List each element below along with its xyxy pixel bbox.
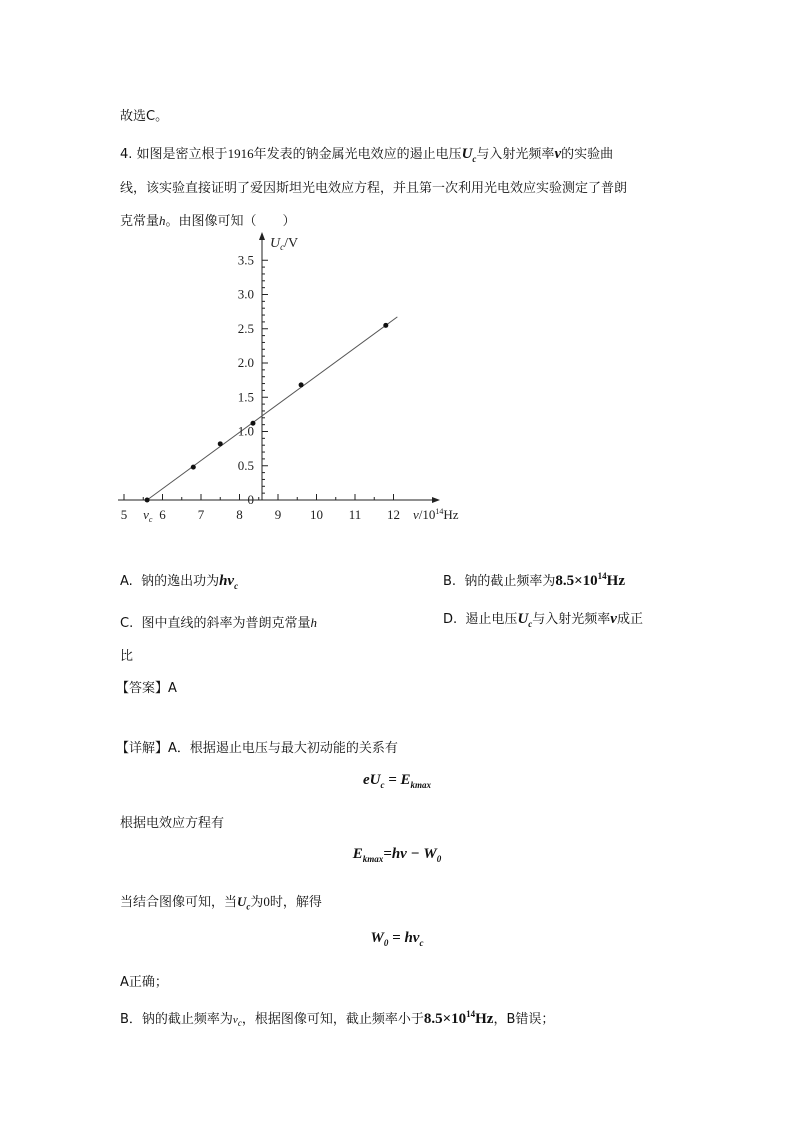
option-a-math: $h\nu_c$ [219, 573, 239, 591]
option-c[interactable]: C. 图中直线的斜率为普朗克常量h [120, 615, 317, 631]
data-point [383, 323, 388, 328]
h-symbol: h [159, 213, 166, 228]
y-tick-label: 0 [247, 492, 254, 507]
y-axis-label: $U_c/V$ [270, 236, 299, 252]
y-tick-label: 1.5 [237, 389, 254, 405]
line5-math-freq: $8.5\times 10^{14}Hz$ [423, 1009, 494, 1027]
x-axis-arrow [432, 497, 440, 503]
x-tick-label: 6 [159, 507, 166, 522]
explanation-line-3: 当结合图像可知，当$U_c$为0时，解得 [120, 894, 322, 912]
y-tick-label: 2.0 [237, 355, 254, 370]
question-line-2: 线，该实验直接证明了爱因斯坦光电效应方程，并且第一次利用光电效应实验测定了普朗 [120, 181, 628, 196]
option-d[interactable]: D. 遏止电压$U_c$与入射光频率ν成正 [443, 611, 643, 629]
question-text-1a: 如图是密立根于 [136, 147, 228, 162]
answer-label: 【答案】 [116, 681, 169, 696]
answer-value: A [168, 681, 177, 696]
y-tick-label: 2.5 [237, 320, 254, 336]
data-point [299, 382, 304, 387]
explanation-line-1: 【详解】A．根据遏止电压与最大初动能的关系有 [116, 741, 398, 756]
equation-3: $W_0 = h\nu_c$ [370, 930, 424, 948]
x-tick-label: 8 [236, 507, 243, 522]
question-text-1b: 年发表的钠金属光电效应的遏止电压 [253, 147, 462, 162]
photoelectric-chart [0, 0, 794, 560]
line3-math: $U_c$ [237, 894, 251, 912]
nu-symbol: ν [554, 146, 562, 162]
y-tick-label: 3.0 [237, 286, 254, 302]
x-tick-label: 5 [120, 507, 128, 522]
fit-line [147, 317, 397, 500]
data-point [191, 465, 196, 470]
option-a[interactable]: A. 钠的逸出功为$h\nu_c$ [120, 573, 239, 591]
option-d-wrap: 比 [120, 649, 134, 664]
explanation-label: 【详解】 [116, 741, 169, 756]
option-b[interactable]: B. 钠的截止频率为$8.5\times 10^{14}Hz$ [443, 571, 625, 589]
y-tick-label: 1.0 [237, 423, 254, 439]
intro-line: 故选C。 [120, 109, 169, 124]
line5-math-nu: $\nu_c$ [232, 1014, 242, 1029]
y-axis-arrow [259, 232, 265, 240]
x-tick-label: 7 [197, 507, 205, 522]
option-b-math: $8.5\times 10^{14}Hz$ [555, 571, 625, 589]
option-d-math-uc: $U_c$ [517, 611, 533, 629]
y-tick-label: 3.5 [237, 252, 254, 268]
uc-symbol: $U_c$ [461, 146, 477, 164]
option-c-math: h [310, 615, 317, 630]
x-tick-label: 10 [310, 507, 323, 522]
equation-2: $E_{kmax}=h\nu - W_0$ [352, 846, 442, 864]
answer-line [116, 677, 177, 696]
x-tick-label: 9 [274, 507, 282, 522]
question-text-1d: 的实验曲 [561, 147, 614, 162]
explanation-line-4: A正确； [120, 975, 168, 990]
data-point [145, 498, 150, 503]
question-line-3: 克常量h。由图像可知（ ） [120, 213, 296, 229]
option-d-math-nu: ν [610, 611, 617, 627]
x-axis-label: $\nu/10^{14}Hz$ [413, 507, 459, 522]
y-tick-label: 0.5 [237, 457, 254, 473]
question-number: 4. [120, 147, 133, 162]
question-text-1c: 与入射光频率 [476, 147, 555, 162]
x-tick-label: 11 [348, 507, 362, 522]
equation-1: $eU_c = E_{kmax}$ [362, 772, 432, 790]
nu-c-label: $\nu_c$ [143, 507, 153, 524]
question-year: 1916 [227, 146, 254, 161]
x-tick-label: 12 [387, 507, 400, 522]
data-point [218, 441, 223, 446]
explanation-line-2: 根据电效应方程有 [120, 816, 225, 831]
explanation-line-5: B．钠的截止频率为$\nu_c$，根据图像可知，截止频率小于$8.5\times 10^{14}Hz$，B错误； [120, 1009, 555, 1029]
